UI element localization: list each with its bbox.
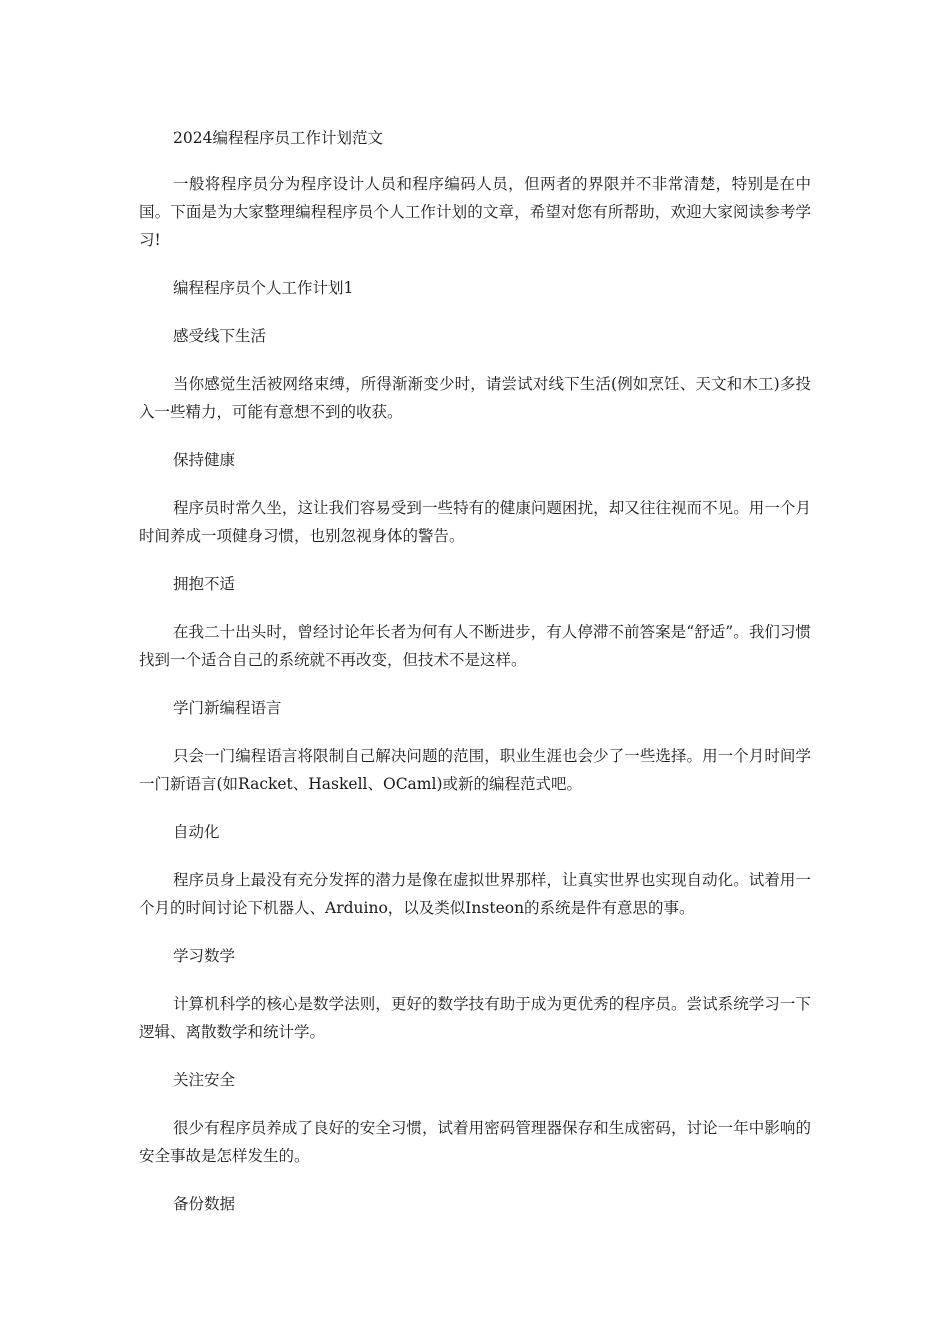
section-body: 程序员时常久坐，这让我们容易受到一些特有的健康问题困扰，却又往往视而不见。用一个月时间养成一项健身习惯，也别忽视身体的警告。 (139, 499, 811, 545)
intro-paragraph: 一般将程序员分为程序设计人员和程序编码人员，但两者的界限并不非常清楚，特别是在中国。下面是为大家整理编程程序员个人工作计划的文章，希望对您有所帮助，欢迎大家阅读参考学习! (139, 175, 811, 249)
document-title: 2024编程程序员工作计划范文 (173, 129, 383, 147)
section-title: 编程程序员个人工作计划1 (173, 279, 354, 297)
section-heading: 备份数据 (173, 1195, 236, 1213)
section-body: 当你感觉生活被网络束缚，所得渐渐变少时，请尝试对线下生活(例如烹饪、天文和木工)多投入一些精力，可能有意想不到的收获。 (139, 375, 811, 421)
section-heading: 感受线下生活 (173, 327, 267, 345)
section-body: 在我二十出头时，曾经讨论年长者为何有人不断进步，有人停滞不前答案是“舒适”。我们习惯找到一个适合自己的系统就不再改变，但技术不是这样。 (139, 623, 811, 669)
section-heading: 拥抱不适 (173, 575, 236, 593)
section-heading: 学门新编程语言 (173, 699, 282, 717)
section-heading: 学习数学 (173, 947, 236, 965)
section-heading: 自动化 (173, 823, 220, 841)
section-heading: 关注安全 (173, 1071, 236, 1089)
section-body: 程序员身上最没有充分发挥的潜力是像在虚拟世界那样，让真实世界也实现自动化。试着用一个月的时间讨论下机器人、Arduino，以及类似Insteon的系统是件有意思的事。 (139, 871, 811, 917)
document-content (139, 124, 811, 1238)
section-heading: 保持健康 (173, 451, 236, 469)
section-body: 计算机科学的核心是数学法则，更好的数学技有助于成为更优秀的程序员。尝试系统学习一下逻辑、离散数学和统计学。 (139, 995, 811, 1041)
section-body: 很少有程序员养成了良好的安全习惯，试着用密码管理器保存和生成密码，讨论一年中影响的安全事故是怎样发生的。 (139, 1119, 811, 1165)
section-body: 只会一门编程语言将限制自己解决问题的范围，职业生涯也会少了一些选择。用一个月时间学一门新语言(如Racket、Haskell、OCaml)或新的编程范式吧。 (139, 747, 811, 793)
